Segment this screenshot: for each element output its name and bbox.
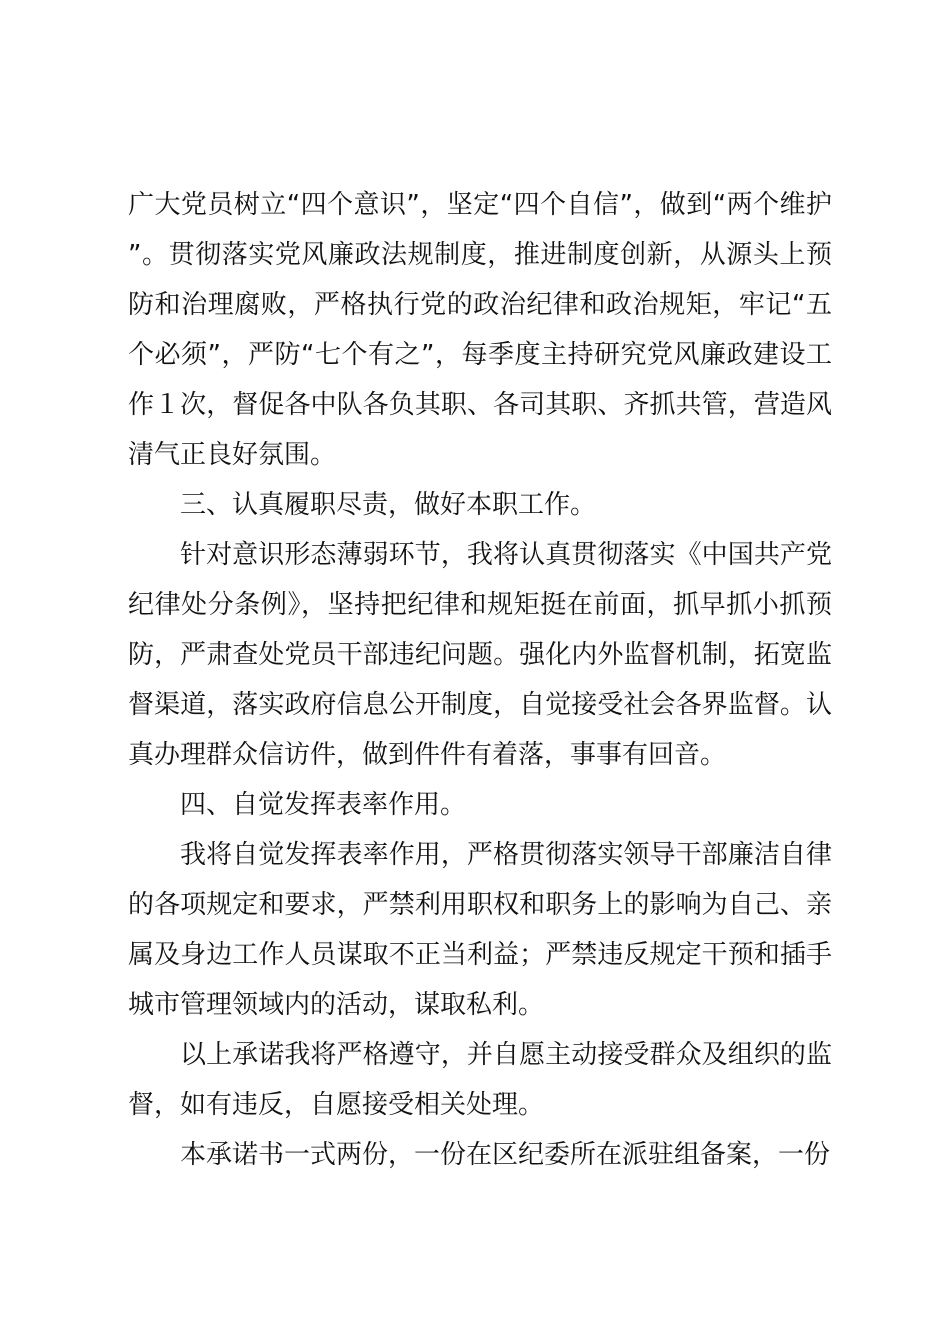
paragraph-section-three: 针对意识形态薄弱环节，我将认真贯彻落实《中国共产党纪律处分条例》，坚持把纪律和规矩挺在前面，抓早抓小抓预防，严肃查处党员干部违纪问题。强化内外监督机制，拓宽监督渠道，落实政府信息公开制度，自觉接受社会各界监督。认真办理群众信访件，做到件件有着落，事事有回音。 [128, 540, 832, 770]
paragraph-section-four: 我将自觉发挥表率作用，严格贯彻落实领导干部廉洁自律的各项规定和要求，严禁利用职权和职务上的影响为自己、亲属及身边工作人员谋取不正当利益；严禁违反规定干预和插手城市管理领域内的活动，谋取私利。 [128, 840, 832, 1020]
paragraph-copies: 本承诺书一式两份，一份在区纪委所在派驻组备案，一份 [180, 1140, 831, 1170]
document-page [128, 180, 832, 1180]
paragraph-commitment: 以上承诺我将严格遵守，并自愿主动接受群众及组织的监督，如有违反，自愿接受相关处理。 [128, 1040, 832, 1120]
heading-section-four: 四、自觉发挥表率作用。 [180, 790, 467, 820]
paragraph-continuation: 广大党员树立“四个意识”，坚定“四个自信”，做到“两个维护”。贯彻落实党风廉政法规制度，推进制度创新，从源头上预防和治理腐败，严格执行党的政治纪律和政治规矩，牢记“五个必须”，严防“七个有之”，每季度主持研究党风廉政建设工作１次，督促各中队各负其职、各司其职、齐抓共管，营造风清气正良好氛围。 [128, 190, 832, 470]
heading-section-three: 三、认真履职尽责，做好本职工作。 [180, 490, 597, 520]
